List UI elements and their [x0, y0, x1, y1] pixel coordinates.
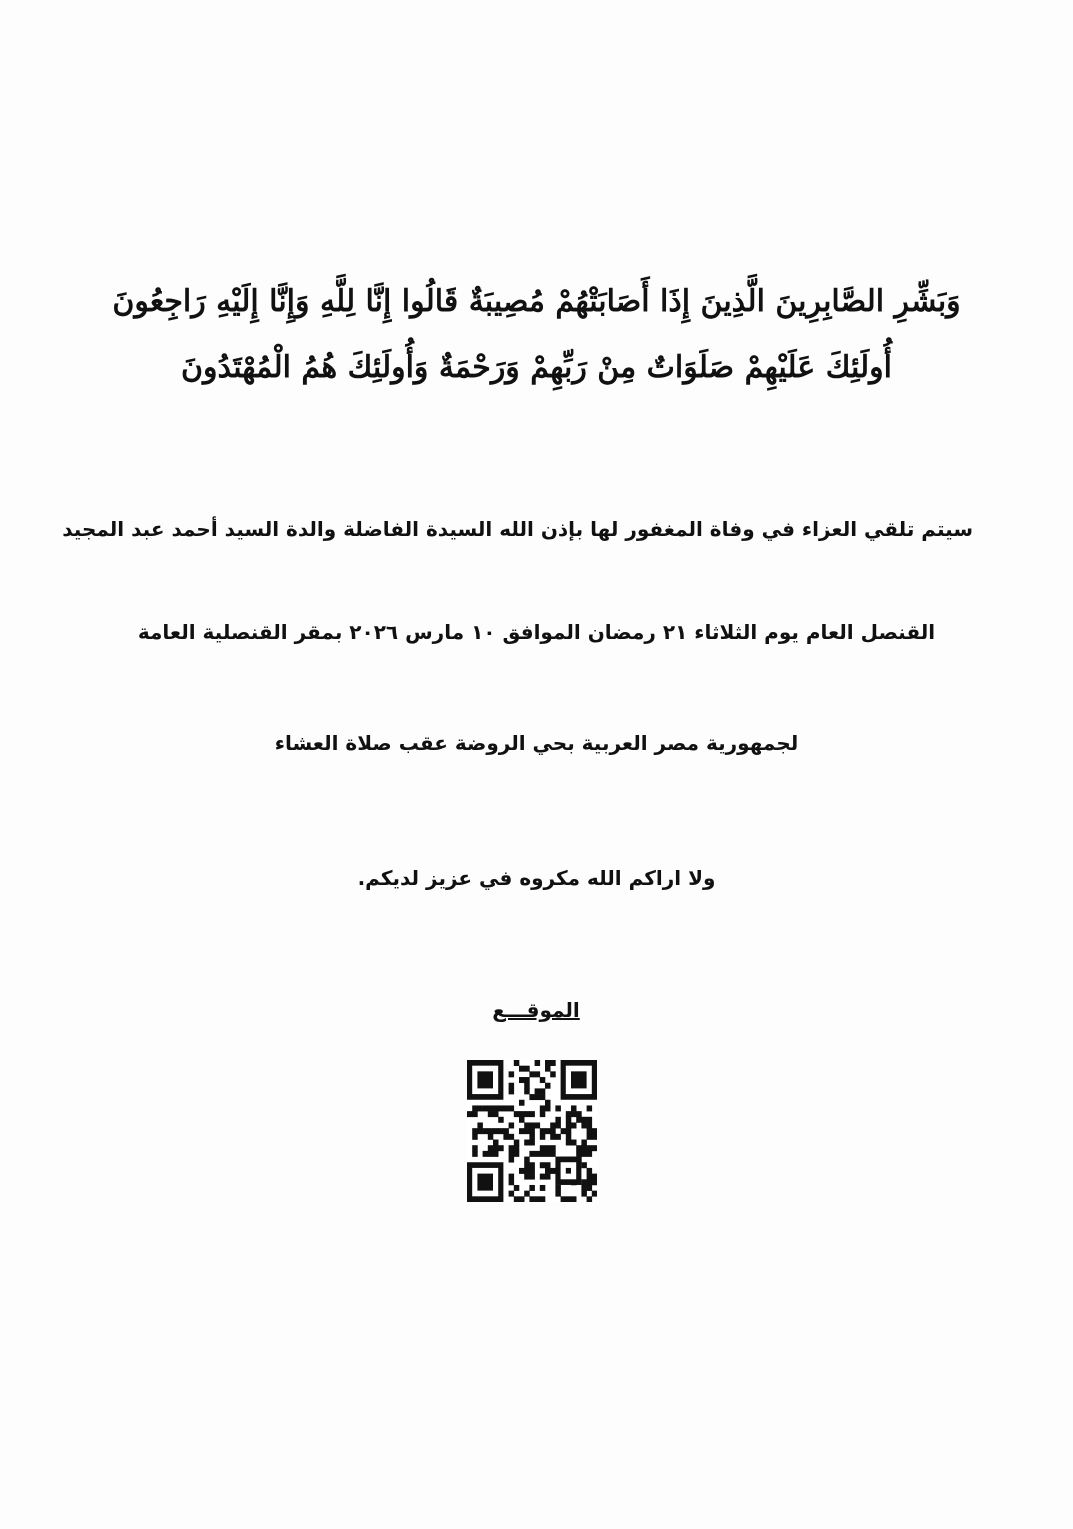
qr-code-icon[interactable] — [467, 1060, 597, 1202]
quran-verse-line-2: أُولَئِكَ عَلَيْهِمْ صَلَوَاتٌ مِنْ رَبِّهِمْ وَرَحْمَةٌ وَأُولَئِكَ هُمُ الْمُهْتَدُونَ — [180, 350, 893, 385]
announcement-line-2: القنصل العام يوم الثلاثاء ٢١ رمضان الموافق ١٠ مارس ٢٠٢٦ بمقر القنصلية العامة — [137, 620, 936, 644]
quran-verse-line-1: وَبَشِّرِ الصَّابِرِينَ الَّذِينَ إِذَا أَصَابَتْهُمْ مُصِيبَةٌ قَالُوا إِنَّا لِلَّهِ وَإِنَّا إِلَيْهِ رَاجِعُونَ — [112, 284, 961, 319]
announcement-line-3: لجمهورية مصر العربية بحي الروضة عقب صلاة العشاء — [274, 731, 799, 755]
announcement-line-1: سيتم تلقي العزاء في وفاة المغفور لها بإذن الله السيدة الفاضلة والدة السيد أحمد عبد المجيد — [62, 517, 973, 541]
closing-line: ولا اراكم الله مكروه في عزيز لديكم. — [357, 866, 716, 890]
signature-label: الموقـــع — [492, 998, 580, 1022]
